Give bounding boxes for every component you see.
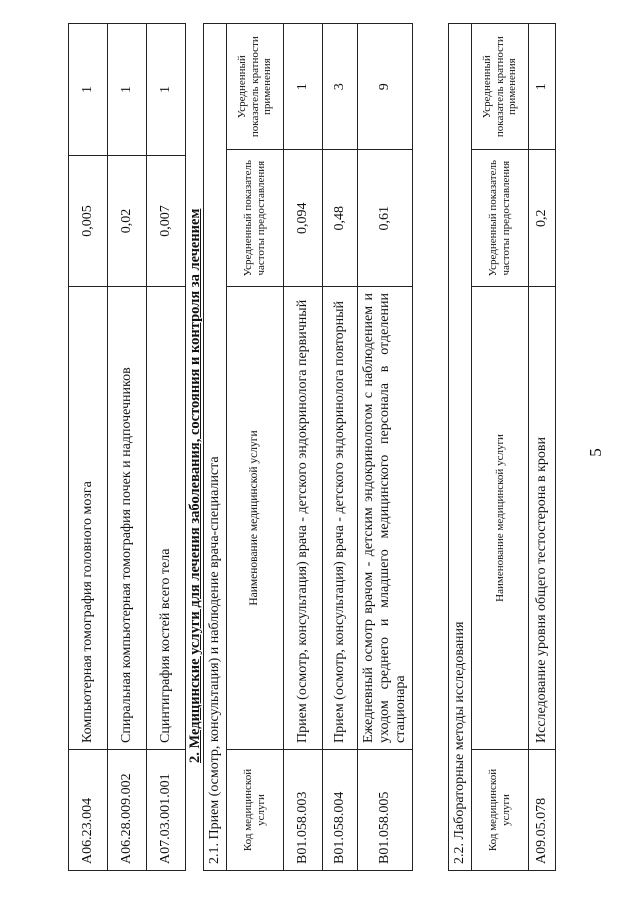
multiplicity-value: 1 (147, 24, 186, 156)
table-header-row (227, 24, 284, 871)
multiplicity-value: 1 (108, 24, 147, 156)
service-name: Прием (осмотр, консультация) врача - детского эндокринолога повторный (323, 287, 358, 750)
page-number: 5 (586, 448, 605, 457)
table-row (358, 24, 413, 871)
header-multiplicity: Усредненный показатель кратности применения (227, 24, 284, 150)
frequency-value: 0,007 (147, 156, 186, 287)
service-name: Сцинтиграфия костей всего тела (147, 287, 186, 750)
consultation-table (203, 23, 413, 871)
frequency-value: 0,02 (108, 156, 147, 287)
laboratory-table (448, 23, 556, 871)
header-code: Код медицинской услуги (472, 750, 529, 871)
header-multiplicity: Усредненный показатель кратности применения (472, 24, 529, 150)
service-name: Спиральная компьютерная томография почек и надпочечников (108, 287, 147, 750)
frequency-value: 0,48 (323, 150, 358, 287)
table-row (323, 24, 358, 871)
multiplicity-value: 1 (529, 24, 556, 150)
frequency-value: 0,005 (69, 156, 108, 287)
multiplicity-value: 1 (284, 24, 323, 150)
service-name: Компьютерная томография головного мозга (69, 287, 108, 750)
frequency-value: 0,61 (358, 150, 413, 287)
service-code: В01.058.005 (358, 750, 413, 871)
service-code: В01.058.003 (284, 750, 323, 871)
table-row (147, 24, 186, 871)
service-code: А06.23.004 (69, 750, 108, 871)
service-code: В01.058.004 (323, 750, 358, 871)
multiplicity-value: 1 (69, 24, 108, 156)
service-name: Исследование уровня общего тестостерона в крови (529, 287, 556, 750)
service-name: Прием (осмотр, консультация) врача - детского эндокринолога первичный (284, 287, 323, 750)
section-title: 2. Медицинские услуги для лечения заболевания, состояния и контроля за лечением (187, 208, 203, 763)
table-row (108, 24, 147, 871)
table-row (529, 24, 556, 871)
service-code: А06.28.009.002 (108, 750, 147, 871)
header-frequency: Усредненный показатель частоты предоставления (472, 150, 529, 287)
service-code: А09.05.078 (529, 750, 556, 871)
header-name: Наименование медицинской услуги (472, 287, 529, 750)
header-frequency: Усредненный показатель частоты предоставления (227, 150, 284, 287)
header-name: Наименование медицинской услуги (227, 287, 284, 750)
table-row (69, 24, 108, 871)
frequency-value: 0,094 (284, 150, 323, 287)
services-table-continued (68, 23, 186, 871)
header-code: Код медицинской услуги (227, 750, 284, 871)
table-header-row (472, 24, 529, 871)
service-code: А07.03.001.001 (147, 750, 186, 871)
multiplicity-value: 9 (358, 24, 413, 150)
frequency-value: 0,2 (529, 150, 556, 287)
multiplicity-value: 3 (323, 24, 358, 150)
table-caption: 2.1. Прием (осмотр, консультация) и наблюдение врача-специалиста (204, 24, 227, 871)
table-row (284, 24, 323, 871)
service-name: Ежедневный осмотр врачом - детским эндокринологом с наблюдением и уходом среднего и младшего медицинского персонала в отделении стационара (358, 287, 413, 750)
table-caption: 2.2. Лабораторные методы исследования (449, 24, 472, 871)
